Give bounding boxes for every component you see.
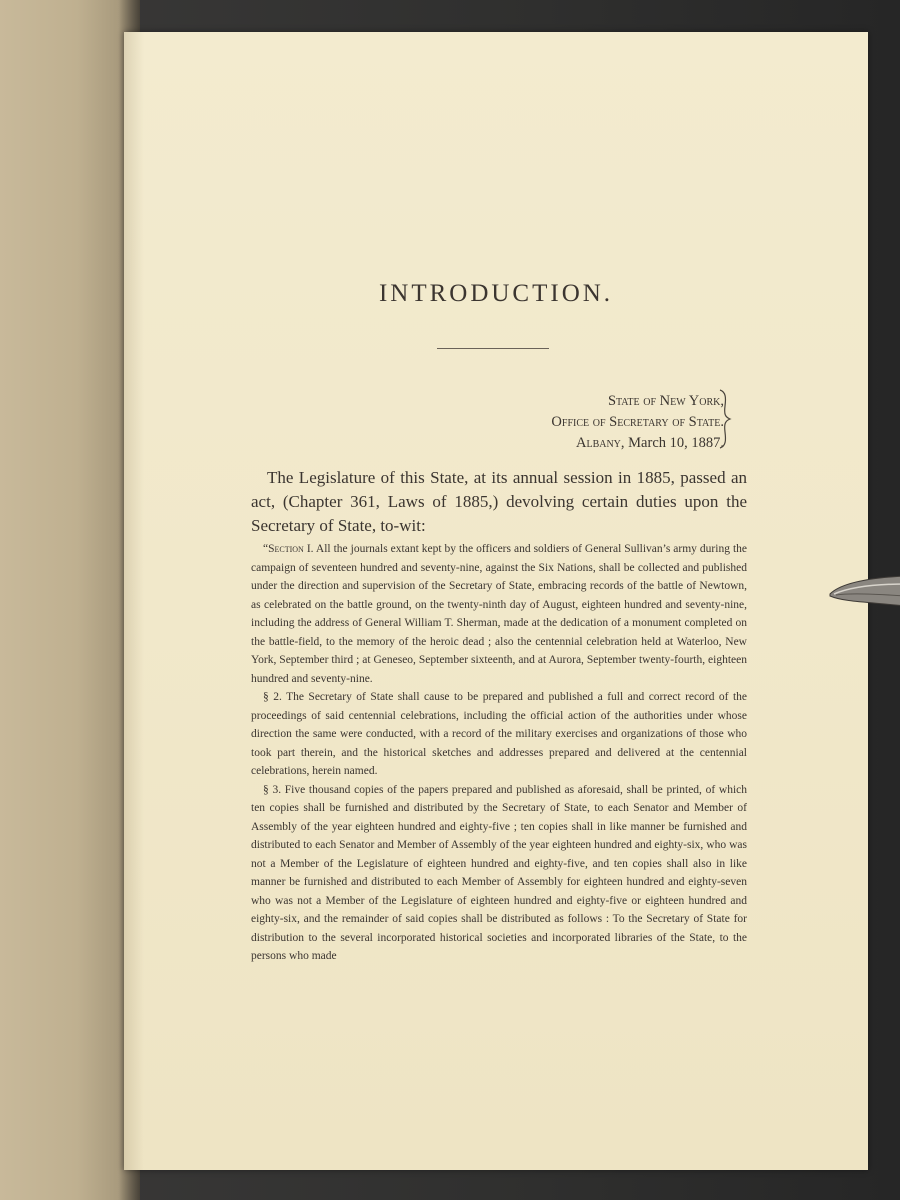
section-3: § 3. Five thousand copies of the papers prepared and published as aforesaid, shall be printed, of which ten copies shall be furnished and distributed by the Secretary of State, to each Senator and Member of Assembly of the year eighteen hundred and eighty-five ; ten copies shall in like manner be furnished and distributed to each Senator and Member of Assembly of the year eighteen hundred and eighty-six, who was not a Member of the Legislature of eighteen hundred and eighty-five, and ten copies shall also in like manner be furnished and distributed to each Member of Assembly for eighteen hundred and eighty-seven who was not a Member of the Legislature of eighteen hundred and eighty-five or eighteen hundred and eighty-six, and the remainder of said copies shall be distributed as follows : To the Secretary of State for distribution to the several incorporated historical societies and incorporated libraries of the State, to the persons who made xyxy=(251,783,747,962)
curly-brace-icon xyxy=(718,388,732,450)
act-text xyxy=(251,540,747,966)
bookmark-clip-icon xyxy=(828,572,900,612)
title-divider xyxy=(437,348,549,349)
page-inner-shadow xyxy=(124,32,144,1170)
dateline-state: State of New York, xyxy=(607,393,724,409)
book-page xyxy=(124,32,868,1170)
section-2: § 2. The Secretary of State shall cause to be prepared and published a full and correct record of the proceedings of said centennial celebrations, including the official action of the authorities under whose direction the same were conducted, with a record of the military exercises and organizations of those who took part therein, and the historical sketches and addresses prepared and delivered at the centennial celebrations, herein named. xyxy=(251,691,747,777)
dateline-date: March 10, 1887. xyxy=(624,435,724,451)
intro-paragraph: The Legislature of this State, at its annual session in 1885, passed an act, (Chapter 361, Laws of 1885,) devolving certain duties upon the Secretary of State, to-wit: xyxy=(251,468,747,535)
section-1-text: All the journals extant kept by the officers and soldiers of General Sullivan’s army during the campaign of seventeen hundred and seventy-nine, against the Six Nations, shall be collected and published under the direction and supervision of the Secretary of State, embracing records of the battle of Newtown, as celebrated on the battle ground, on the twenty-ninth day of August, eighteen hundred and seventy-nine, including the address of General William T. Sherman, made at the dedication of a monument completed on the battle-field, to the memory of the heroic dead ; also the centennial celebration held at Waterloo, New York, September third ; at Geneseo, September sixteenth, and at Aurora, September twenty-fourth, eighteen hundred and seventy-nine. xyxy=(251,543,747,685)
dateline-city: Albany, xyxy=(575,435,625,451)
dateline-place-date xyxy=(454,433,724,454)
dateline-office: Office of Secretary of State. xyxy=(551,414,724,430)
section-1-label: “Section I. xyxy=(263,543,314,555)
section-1 xyxy=(251,540,747,688)
page-title: INTRODUCTION. xyxy=(378,280,614,307)
dateline-block xyxy=(454,391,724,454)
